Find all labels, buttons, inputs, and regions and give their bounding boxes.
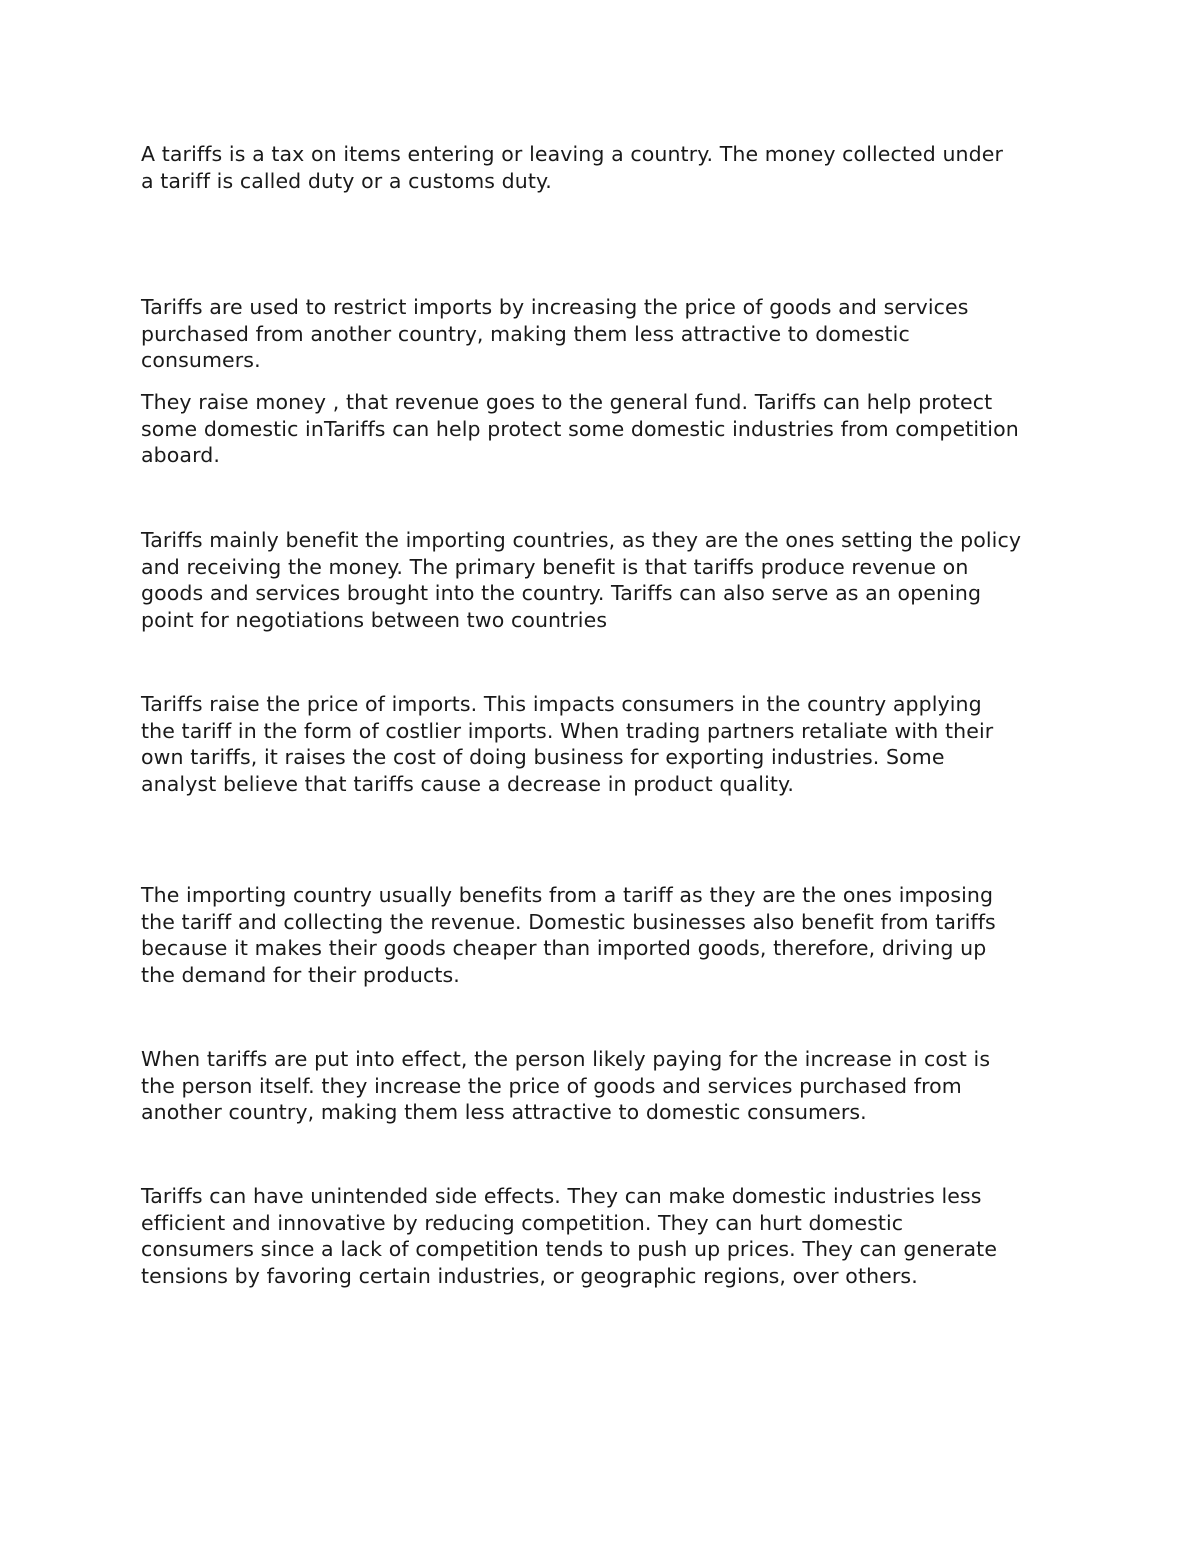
text-line: the person itself. they increase the price of goods and services purchased from <box>141 1073 962 1098</box>
text-line: some domestic inTariffs can help protect some domestic industries from competition <box>141 416 1019 441</box>
text-line: A tariffs is a tax on items entering or leaving a country. The money collected under <box>141 142 1003 166</box>
text-line: analyst believe that tariffs cause a decrease in product quality. <box>141 771 794 796</box>
text-line: the tariff and collecting the revenue. Domestic businesses also benefit from tariffs <box>141 909 996 934</box>
text-line: a tariff is called duty or a customs duty. <box>141 168 552 193</box>
text-line: The importing country usually benefits from a tariff as they are the ones imposing <box>141 883 994 907</box>
text-line: Tariffs raise the price of imports. This impacts consumers in the country applying <box>141 692 982 716</box>
paragraph-raise-money <box>141 389 1071 469</box>
text-line: the demand for their products. <box>141 962 460 987</box>
paragraph-restrict-imports <box>141 294 1071 374</box>
paragraph-price-of-imports <box>141 691 1071 797</box>
paragraph-importing-country <box>141 882 1071 988</box>
paragraph-who-pays <box>141 1046 1071 1126</box>
text-line: purchased from another country, making them less attractive to domestic <box>141 321 910 346</box>
paragraph-tariff-definition <box>141 141 1071 194</box>
text-line: point for negotiations between two countries <box>141 607 608 632</box>
text-line: another country, making them less attractive to domestic consumers. <box>141 1100 867 1125</box>
text-line: because it makes their goods cheaper than imported goods, therefore, driving up <box>141 936 987 961</box>
text-line: and receiving the money. The primary benefit is that tariffs produce revenue on <box>141 554 969 579</box>
text-line: goods and services brought into the country. Tariffs can also serve as an opening <box>141 581 982 606</box>
text-line: aboard. <box>141 443 220 468</box>
text-line: tensions by favoring certain industries, or geographic regions, over others. <box>141 1263 918 1288</box>
text-line: consumers since a lack of competition tends to push up prices. They can generate <box>141 1237 998 1262</box>
text-line: They raise money , that revenue goes to the general fund. Tariffs can help protect <box>141 390 993 414</box>
text-line: When tariffs are put into effect, the person likely paying for the increase in cost is <box>141 1047 991 1071</box>
text-line: own tariffs, it raises the cost of doing business for exporting industries. Some <box>141 745 945 770</box>
text-line: Tariffs can have unintended side effects. They can make domestic industries less <box>141 1184 982 1208</box>
text-line: efficient and innovative by reducing competition. They can hurt domestic <box>141 1210 904 1235</box>
text-line: Tariffs are used to restrict imports by increasing the price of goods and services <box>141 295 969 319</box>
paragraph-side-effects <box>141 1183 1071 1289</box>
paragraph-who-benefits <box>141 527 1071 633</box>
text-line: consumers. <box>141 348 261 373</box>
text-line: Tariffs mainly benefit the importing countries, as they are the ones setting the policy <box>141 528 1022 552</box>
text-line: the tariff in the form of costlier imports. When trading partners retaliate with their <box>141 718 994 743</box>
